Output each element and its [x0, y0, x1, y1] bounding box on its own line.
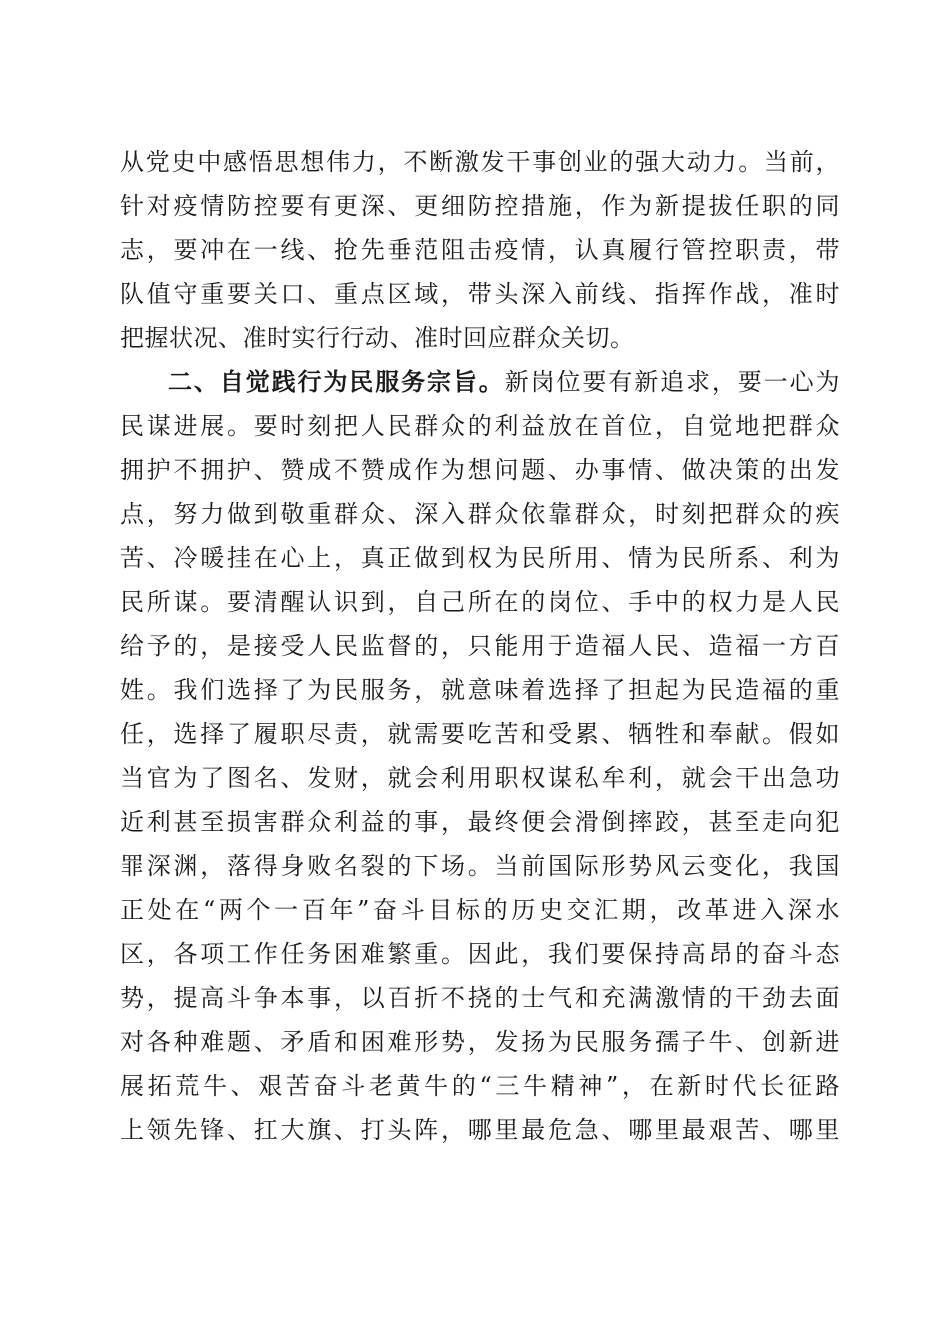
- text-line: 从党史中感悟思想伟力，不断激发干事创业的强大动力。当前，: [120, 148, 840, 176]
- text-line: 展拓荒牛、艰苦奋斗老黄牛的“三牛精神”，在新时代长征路: [120, 1072, 840, 1100]
- text-line: 区，各项工作任务困难繁重。因此，我们要保持高昂的奋斗态: [120, 940, 840, 968]
- text-line: 上领先锋、扛大旗、打头阵，哪里最危急、哪里最艰苦、哪里: [120, 1116, 840, 1144]
- text-line: 民所谋。要清醒认识到，自己所在的岗位、手中的权力是人民: [120, 588, 840, 616]
- text-line: [120, 360, 840, 404]
- text-line: 给予的，是接受人民监督的，只能用于造福人民、造福一方百: [120, 632, 840, 660]
- text-line: 苦、冷暖挂在心上，真正做到权为民所用、情为民所系、利为: [120, 544, 840, 572]
- body-text: [120, 140, 840, 1152]
- text-line: 势，提高斗争本事，以百折不挠的士气和充满激情的干劲去面: [120, 984, 840, 1012]
- section-heading: 二、自觉践行为民服务宗旨。: [168, 368, 505, 396]
- paragraph-2: [120, 360, 840, 1152]
- text-line: 拥护不拥护、赞成不赞成作为想问题、办事情、做决策的出发: [120, 456, 840, 484]
- text-line: 对各种难题、矛盾和困难形势，发扬为民服务孺子牛、创新进: [120, 1028, 840, 1056]
- text-line: 当官为了图名、发财，就会利用职权谋私牟利，就会干出急功: [120, 764, 840, 792]
- text-line: 民谋进展。要时刻把人民群众的利益放在首位，自觉地把群众: [120, 412, 840, 440]
- heading-continuation: 新岗位要有新追求，要一心为: [504, 368, 841, 396]
- text-line: 队值守重要关口、重点区域，带头深入前线、指挥作战，准时: [120, 280, 840, 308]
- paragraph-1: [120, 140, 840, 360]
- text-line: 正处在“两个一百年”奋斗目标的历史交汇期，改革进入深水: [120, 896, 840, 924]
- text-line: 针对疫情防控要有更深、更细防控措施，作为新提拔任职的同: [120, 192, 840, 220]
- text-line: 近利甚至损害群众利益的事，最终便会滑倒摔跤，甚至走向犯: [120, 808, 840, 836]
- text-line: 把握状况、准时实行行动、准时回应群众关切。: [120, 324, 635, 352]
- text-line: 点，努力做到敬重群众、深入群众依靠群众，时刻把群众的疾: [120, 500, 840, 528]
- text-line: 志，要冲在一线、抢先垂范阻击疫情，认真履行管控职责，带: [120, 236, 840, 264]
- text-line: 罪深渊，落得身败名裂的下场。当前国际形势风云变化，我国: [120, 852, 840, 880]
- text-line: 姓。我们选择了为民服务，就意味着选择了担起为民造福的重: [120, 676, 840, 704]
- text-line: 任，选择了履职尽责，就需要吃苦和受累、牺牲和奉献。假如: [120, 720, 840, 748]
